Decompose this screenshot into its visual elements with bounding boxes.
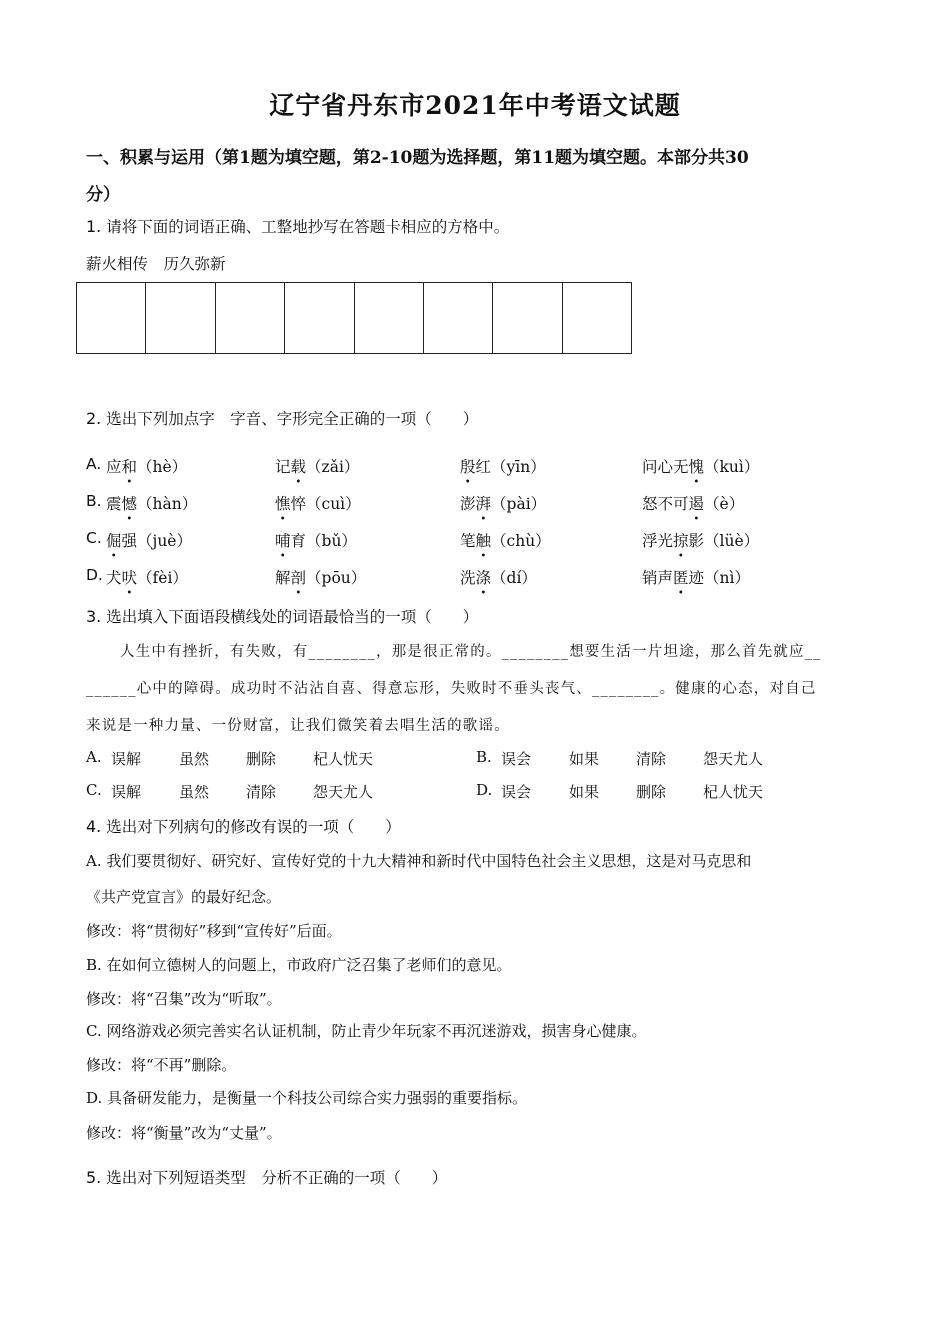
- choice-word: 如果: [569, 783, 600, 801]
- option-pinyin: （è）: [704, 495, 745, 513]
- option-text: 澎: [460, 495, 476, 513]
- option-item: [642, 492, 744, 514]
- option-pinyin: 影（lüè）: [688, 532, 760, 550]
- choice-word: 删除: [636, 783, 667, 801]
- dotted-character: 载: [290, 458, 307, 476]
- choice-word: 如果: [569, 750, 600, 768]
- dotted-character: 殷: [460, 458, 476, 476]
- option-text: 笔: [460, 532, 476, 550]
- option-pinyin: 育（bǔ）: [290, 532, 357, 550]
- question-3-number: 3.: [86, 607, 102, 626]
- question-1: [86, 215, 509, 237]
- option-item: [642, 529, 759, 551]
- question-5-text: 选出对下列短语类型 分析不正确的一项（ ）: [106, 1169, 448, 1187]
- option-pinyin: （kuì）: [704, 458, 760, 476]
- section-heading-line1: 一、积累与运用（第1题为填空题，第2-10题为选择题，第11题为填空题。本部分共30: [86, 148, 749, 168]
- question-4-number: 4.: [86, 817, 102, 836]
- option-text: 应: [106, 458, 122, 476]
- dotted-character: 憾: [121, 495, 138, 513]
- answer-cell[interactable]: [216, 283, 285, 353]
- q4-line: 修改：将“衡量”改为“丈量”。: [86, 1124, 282, 1142]
- choice-label: A.: [86, 748, 102, 766]
- choice-word: 误解: [111, 750, 142, 768]
- option-text: 震: [106, 495, 122, 513]
- answer-cell[interactable]: [563, 283, 631, 353]
- answer-cell[interactable]: [355, 283, 424, 353]
- answer-cell[interactable]: [77, 283, 146, 353]
- dotted-character: 触: [475, 532, 492, 550]
- option-pinyin: （hàn）: [137, 495, 198, 513]
- option-pinyin: 迹（nì）: [688, 569, 750, 587]
- q4-line: 修改：将“贯彻好”移到“宣传好”后面。: [86, 922, 342, 940]
- answer-grid[interactable]: [76, 282, 632, 354]
- dotted-character: 吠: [121, 569, 138, 587]
- option-item: [106, 529, 192, 551]
- option-label: C.: [86, 529, 102, 547]
- dotted-character: 剖: [290, 569, 307, 587]
- choice-word: 误会: [501, 783, 532, 801]
- option-pinyin: 红（yīn）: [475, 458, 546, 476]
- option-item: [275, 529, 357, 551]
- choice-word: 杞人忧天: [703, 783, 764, 801]
- choice-word: 怨天尤人: [703, 750, 764, 768]
- option-item: [642, 455, 759, 477]
- option-item: [106, 455, 187, 477]
- q4-line: C. 网络游戏必须完善实名认证机制，防止青少年玩家不再沉迷游戏，损害身心健康。: [86, 1022, 647, 1040]
- q4-line: A. 我们要贯彻好、研究好、宣传好党的十九大精神和新时代中国特色社会主义思想，这是对马克思和: [86, 852, 752, 870]
- option-item: [460, 492, 546, 514]
- option-text: 销声: [642, 569, 674, 587]
- question-1-text: 请将下面的词语正确、工整地抄写在答题卡相应的方格中。: [106, 218, 510, 236]
- question-2-text: 选出下列加点字 字音、字形完全正确的一项（ ）: [106, 410, 479, 428]
- question-4: [86, 815, 401, 837]
- option-item: [275, 455, 359, 477]
- option-text: 怒不可: [642, 495, 689, 513]
- dotted-character: 涤: [475, 569, 492, 587]
- question-5: [86, 1166, 447, 1188]
- option-label: D.: [86, 566, 103, 584]
- q4-line: B. 在如何立德树人的问题上，市政府广泛召集了老师们的意见。: [86, 956, 512, 974]
- section-heading-line2: 分）: [86, 185, 120, 205]
- question-1-words: 薪火相传 历久弥新: [86, 255, 226, 273]
- page-title: 辽宁省丹东市2021年中考语文试题: [269, 91, 681, 120]
- option-item: [460, 455, 546, 477]
- option-pinyin: （fèi）: [137, 569, 188, 587]
- option-text: 问心无: [642, 458, 689, 476]
- answer-cell[interactable]: [285, 283, 354, 353]
- choice-word: 清除: [246, 783, 277, 801]
- option-item: [275, 492, 361, 514]
- choice-word: 清除: [636, 750, 667, 768]
- option-label: B.: [86, 492, 102, 510]
- option-pinyin: （chù）: [491, 532, 551, 550]
- option-pinyin: 强（juè）: [121, 532, 192, 550]
- option-item: [106, 492, 197, 514]
- option-text: 洗: [460, 569, 476, 587]
- choice-word: 删除: [246, 750, 277, 768]
- choice-word: 杞人忧天: [313, 750, 374, 768]
- passage-line-1: 人生中有挫折，有失败，有________，那是很正常的。________想要生活一片坦途，那么首先就应__: [120, 644, 822, 660]
- q4-line: 《共产党宣言》的最好纪念。: [86, 888, 282, 906]
- dotted-character: 匿: [673, 569, 689, 587]
- q4-line: 修改：将“不再”删除。: [86, 1056, 237, 1074]
- dotted-character: 和: [121, 458, 138, 476]
- option-text: 浮光: [642, 532, 674, 550]
- question-2: [86, 407, 478, 429]
- passage-line-2: ______心中的障碍。成功时不沾沾自喜、得意忘形，失败时不垂头丧气、________。健康的心态，对自己: [86, 681, 817, 697]
- option-text: 记: [275, 458, 291, 476]
- option-text: 解: [275, 569, 291, 587]
- option-item: [642, 566, 750, 588]
- answer-cell[interactable]: [146, 283, 215, 353]
- question-2-number: 2.: [86, 409, 102, 428]
- question-5-number: 5.: [86, 1168, 102, 1187]
- dotted-character: 湃: [475, 495, 492, 513]
- question-4-text: 选出对下列病句的修改有误的一项（ ）: [106, 818, 401, 836]
- option-text: 犬: [106, 569, 122, 587]
- question-3: [86, 605, 478, 627]
- option-item: [460, 529, 551, 551]
- choice-label: B.: [476, 748, 492, 766]
- question-1-number: 1.: [86, 217, 102, 236]
- passage-line-3: 来说是一种力量、一份财富，让我们微笑着去唱生活的歌谣。: [86, 718, 510, 734]
- q4-line: D. 具备研发能力，是衡量一个科技公司综合实力强弱的重要指标。: [86, 1089, 528, 1107]
- dotted-character: 掠: [673, 532, 689, 550]
- option-pinyin: （pōu）: [306, 569, 367, 587]
- choice-label: D.: [476, 781, 493, 799]
- dotted-character: 哺: [275, 532, 291, 550]
- option-pinyin: （dí）: [491, 569, 537, 587]
- option-pinyin: （pài）: [491, 495, 547, 513]
- dotted-character: 憔: [275, 495, 291, 513]
- answer-cell[interactable]: [493, 283, 562, 353]
- q4-line: 修改：将“召集”改为“听取”。: [86, 990, 282, 1008]
- option-pinyin: 悴（cuì）: [290, 495, 361, 513]
- choice-word: 虽然: [179, 783, 210, 801]
- option-item: [106, 566, 188, 588]
- answer-cell[interactable]: [424, 283, 493, 353]
- dotted-character: 愧: [688, 458, 705, 476]
- question-3-text: 选出填入下面语段横线处的词语最恰当的一项（ ）: [106, 608, 479, 626]
- option-label: A.: [86, 455, 102, 473]
- dotted-character: 倔: [106, 532, 122, 550]
- option-pinyin: （hè）: [137, 458, 188, 476]
- option-item: [460, 566, 537, 588]
- dotted-character: 遏: [688, 495, 705, 513]
- choice-word: 虽然: [179, 750, 210, 768]
- choice-word: 怨天尤人: [313, 783, 374, 801]
- choice-label: C.: [86, 781, 102, 799]
- choice-word: 误会: [501, 750, 532, 768]
- option-item: [275, 566, 366, 588]
- option-pinyin: （zǎi）: [306, 458, 360, 476]
- choice-word: 误解: [111, 783, 142, 801]
